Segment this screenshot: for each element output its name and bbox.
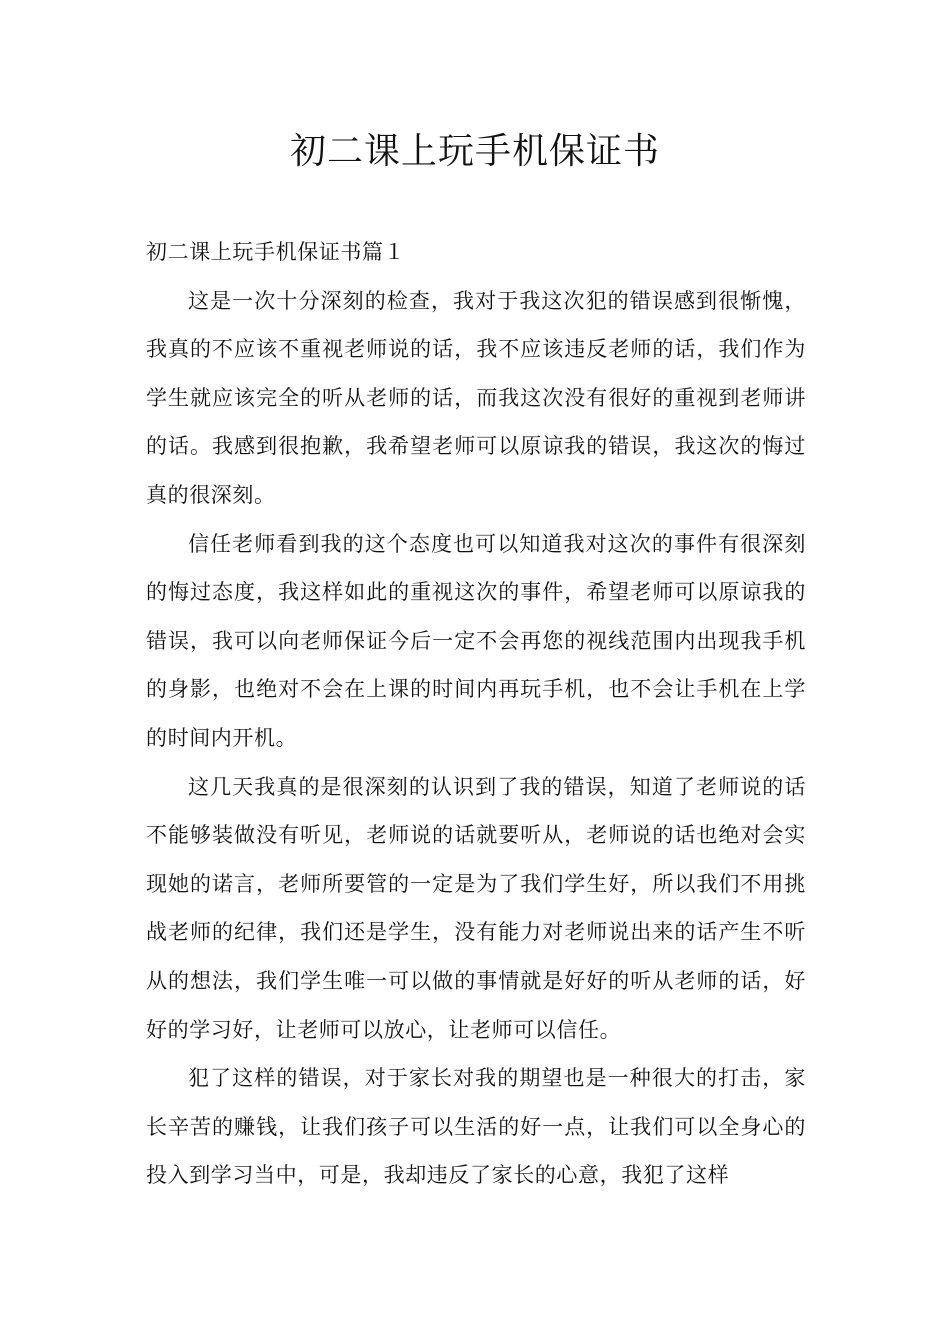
paragraph-1: 这是一次十分深刻的检查，我对于我这次犯的错误感到很惭愧，我真的不应该不重视老师说的话，我不应该违反老师的话，我们作为学生就应该完全的听从老师的话，而我这次没有很好的重视到老师讲的话。我感到很抱歉，我希望老师可以原谅我的错误，我这次的悔过真的很深刻。 [146, 288, 806, 507]
document-body [146, 228, 806, 1200]
paragraph-2: 信任老师看到我的这个态度也可以知道我对这次的事件有很深刻的悔过态度，我这样如此的重视这次的事件，希望老师可以原谅我的错误，我可以向老师保证今后一定不会再您的视线范围内出现我手机的身影，也绝对不会在上课的时间内再玩手机，也不会让手机在上学的时间内开机。 [146, 531, 806, 750]
page-title: 初二课上玩手机保证书 [289, 131, 660, 172]
paragraph-3: 这几天我真的是很深刻的认识到了我的错误，知道了老师说的话不能够装做没有听见，老师说的话就要听从，老师说的话也绝对会实现她的诺言，老师所要管的一定是为了我们学生好，所以我们不用挑战老师的纪律，我们还是学生，没有能力对老师说出来的话产生不听从的想法，我们学生唯一可以做的事情就是好好的听从老师的话，好好的学习好，让老师可以放心，让老师可以信任。 [146, 774, 806, 1042]
paragraph-4: 犯了这样的错误，对于家长对我的期望也是一种很大的打击，家长辛苦的赚钱，让我们孩子可以生活的好一点，让我们可以全身心的投入到学习当中，可是，我却违反了家长的心意，我犯了这样 [146, 1066, 806, 1188]
section-heading: 初二课上玩手机保证书篇１ [146, 240, 406, 264]
